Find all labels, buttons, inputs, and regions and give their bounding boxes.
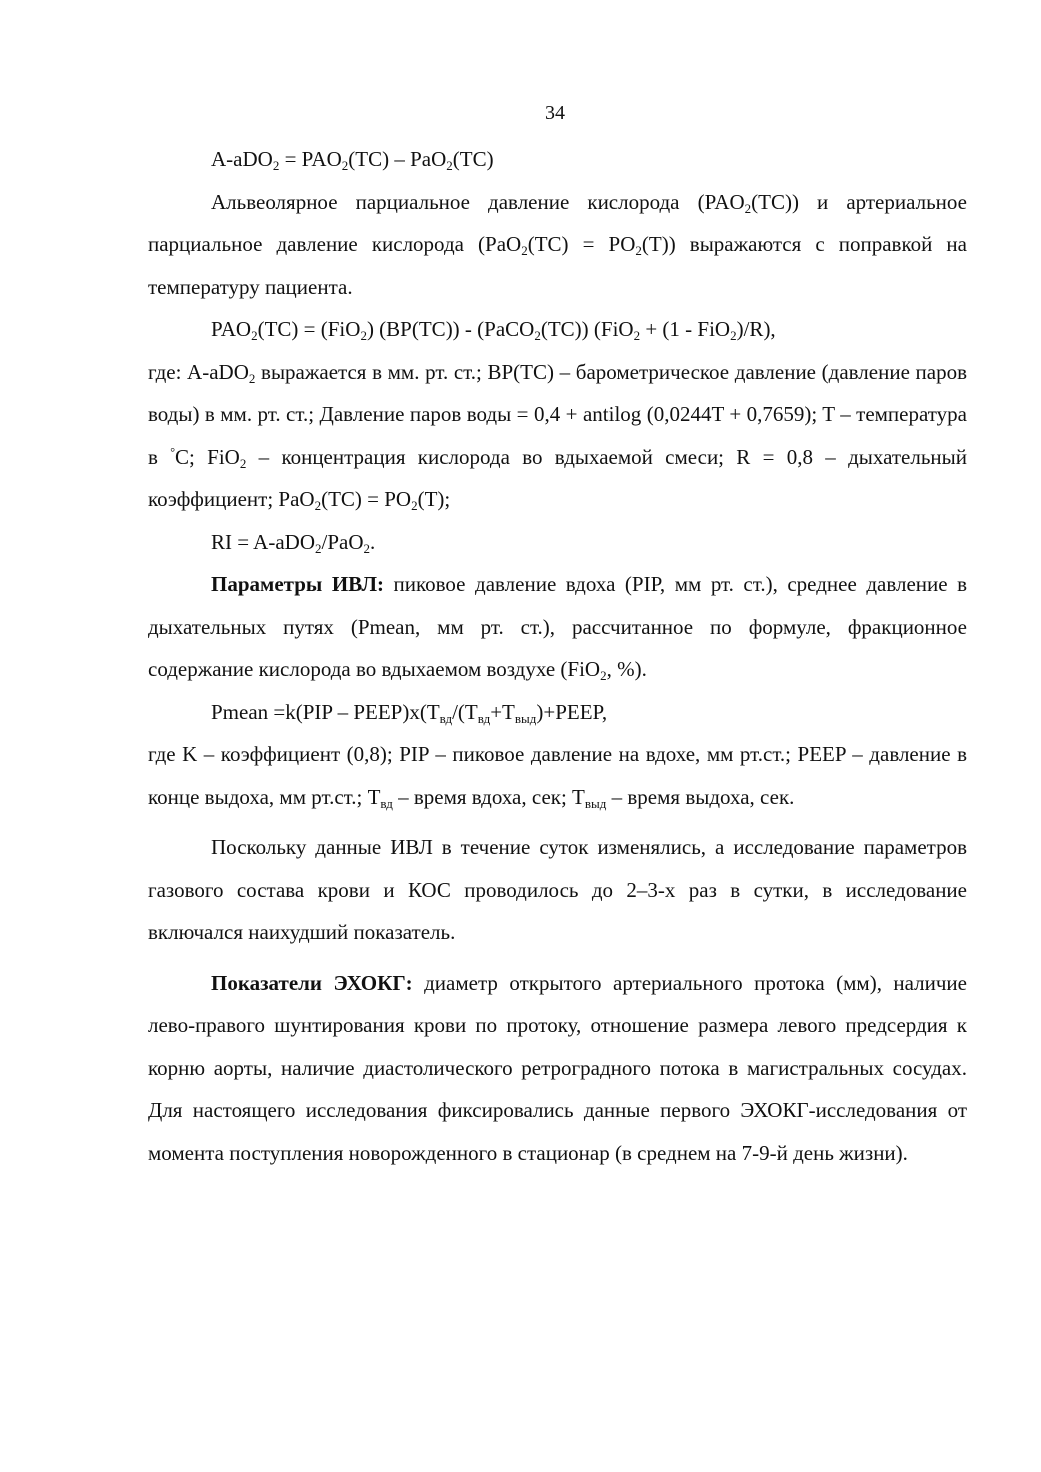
page-body — [148, 138, 967, 1174]
formula-text: ) (BP(TC)) - (PaCO — [366, 317, 535, 341]
subscript: 2 — [521, 243, 528, 258]
formula-text: (TC) = (FiO — [257, 317, 361, 341]
formula-text: +T — [490, 699, 515, 724]
paragraph-text: , %). — [606, 657, 647, 681]
subscript: 2 — [534, 328, 541, 343]
subscript: 2 — [600, 668, 607, 683]
subscript: вд — [380, 795, 393, 811]
formula-text: . — [370, 529, 376, 554]
paragraph-text: диаметр открытого артериального протока (мм), наличие лево-правого шунтирования крови по протоку, отношение размера левого предсердия к корню аорты, наличие диастолического ретроградного потока в магистральных сосудах. Для настоящего исследования фиксировались данные первого ЭХОКГ-исследования от момента поступления новорожденного в стационар (в среднем на 7-9-й день жизни). — [148, 970, 967, 1165]
formula-text: (TC)) (FiO — [540, 317, 634, 341]
subscript: 2 — [272, 158, 280, 173]
degree-sign: ° — [170, 444, 176, 459]
subscript: 2 — [633, 328, 641, 343]
formula-text: = PAO — [279, 147, 342, 171]
formula-pmean — [148, 691, 967, 734]
formula-ri — [148, 521, 967, 564]
formula-text: /(T — [452, 699, 478, 724]
subscript: выд — [584, 795, 607, 811]
paragraph-where-definitions — [148, 351, 967, 521]
paragraph-ventilation-parameters — [148, 563, 967, 691]
subscript: 2 — [251, 328, 258, 343]
subscript: 2 — [363, 540, 370, 556]
paragraph-text: – время вдоха, сек; T — [392, 784, 585, 809]
paragraph-text: – время выдоха, сек. — [606, 784, 795, 809]
formula-text: /PaO — [321, 529, 364, 554]
paragraph-text: (T); — [417, 487, 451, 511]
formula-text: (TC) — [452, 147, 494, 171]
paragraph-alveolar-pressure — [148, 181, 967, 309]
formula-text: )+PEEP, — [536, 699, 608, 724]
subscript: вд — [439, 710, 453, 726]
page-number: 34 — [545, 102, 565, 124]
subscript: 2 — [411, 498, 418, 513]
paragraph-text: – концентрация кислорода во вдыхаемой смеси; R = 0,8 – дыхательный коэффициент; PaO — [148, 444, 968, 511]
paragraph-text: пиковое давление вдоха (PIP, мм рт. ст.), среднее давление в дыхательных путях (Pmean, мм рт. ст.), рассчитанное по формуле, фракционное содержание кислорода во вдыхаемом воздухе (FiO — [148, 572, 968, 681]
paragraph-text: выражается в мм. рт. ст.; BP(TC) – барометрическое давление (давление паров воды) в мм. рт. ст.; Давление паров воды = 0,4 + antilog (0,0244T + 0,7659); T – температура в — [148, 359, 968, 469]
subscript: выд — [514, 710, 537, 726]
subscript: 2 — [248, 370, 256, 386]
subscript: 2 — [360, 328, 367, 343]
formula-text: Pmean =k(PIP – PEEP)x(T — [211, 699, 440, 724]
formula-text: + (1 - FiO — [640, 317, 731, 341]
paragraph-text: C; FiO — [175, 444, 240, 469]
paragraph-text: где: A-aDO — [148, 359, 249, 384]
subscript: 2 — [239, 455, 247, 471]
paragraph-text: (TC) = PO — [527, 232, 636, 256]
formula-pao2 — [148, 308, 967, 351]
formula-text: (TC) – PaO — [348, 147, 447, 171]
paragraph-text: (T)) выражаются с поправкой на температуру пациента. — [148, 232, 967, 299]
formula-text: A-aDO — [211, 147, 273, 171]
paragraph-echocardiography — [148, 962, 967, 1175]
subscript: 2 — [315, 540, 322, 556]
subscript: вд — [477, 710, 491, 726]
paragraph-text: Альвеолярное парциальное давление кислорода (PAO — [211, 189, 745, 214]
paragraph-text: (TC)) и артериальное парциальное давление кислорода (PaO — [148, 189, 967, 256]
formula-a-ado2 — [148, 138, 967, 181]
paragraph-text: (TC) = PO — [321, 487, 412, 511]
subscript: 2 — [744, 200, 752, 216]
subscript: 2 — [446, 158, 453, 173]
paragraph-text: где K – коэффициент (0,8); PIP – пиковое давление на вдохе, мм рт.ст.; PEEP – давление в конце выдоха, мм рт.ст.; T — [148, 742, 967, 809]
section-heading: Показатели ЭХОКГ: — [211, 970, 413, 995]
paragraph-text: Поскольку данные ИВЛ в течение суток изменялись, а исследование параметров газового состава крови и КОС проводилось до 2–3-х раз в сутки, в исследование включался наихудший показатель. — [148, 835, 967, 944]
subscript: 2 — [341, 158, 349, 173]
paragraph-worst-indicator — [148, 826, 967, 954]
formula-text: )/R), — [736, 317, 776, 341]
paragraph-pmean-definitions — [148, 733, 967, 818]
subscript: 2 — [314, 498, 322, 513]
formula-text: RI = A-aDO — [211, 529, 315, 554]
subscript: 2 — [635, 243, 642, 258]
formula-text: PAO — [211, 317, 252, 341]
subscript: 2 — [730, 328, 737, 343]
section-heading: Параметры ИВЛ: — [211, 572, 384, 596]
